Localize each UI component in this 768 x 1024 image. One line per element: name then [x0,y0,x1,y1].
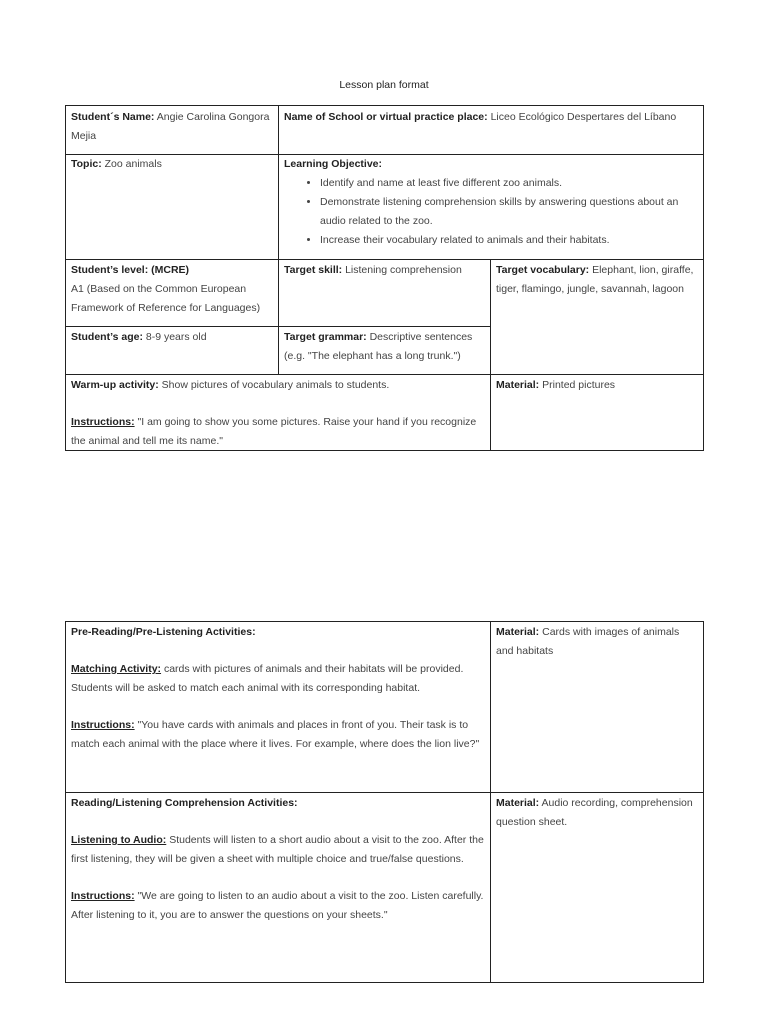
listening-heading: Reading/Listening Comprehension Activities: [71,797,298,809]
objective-cell [279,153,703,252]
matching-activity-text: cards with pictures of animals and their habitats will be provided. Students will be asked to match each animal with its corresponding habitat. [71,663,464,694]
grammar-value: Descriptive sentences (e.g. "The elephant has a long trunk.") [284,331,473,362]
age-cell [66,326,278,349]
objective-label: Learning Objective: [284,158,383,170]
student-name-value: Angie Carolina Gongora Mejia [71,111,270,142]
listening-instructions-label: Instructions: [71,890,135,902]
warmup-label: Warm-up activity: [71,379,159,391]
topic-cell [66,153,278,176]
pre-instructions-label: Instructions: [71,719,135,731]
warmup-cell [66,374,490,453]
pre-material-label: Material: [496,626,540,638]
pre-instructions: "You have cards with animals and places in front of you. Their task is to match each animal with the place where it lives. For example, where does the lion live?" [71,719,480,750]
listening-activity-label: Listening to Audio: [71,834,167,846]
level-label: Student’s level: (MCRE) [71,264,190,276]
student-name-label: Student´s Name: [71,111,155,123]
pre-material-cell [491,621,703,663]
skill-cell [279,259,490,282]
age-value: 8-9 years old [145,331,207,343]
student-name-cell [66,106,278,148]
warmup-material-label: Material: [496,379,540,391]
school-label: Name of School or virtual practice place: [284,111,488,123]
listening-cell [66,792,490,927]
topic-value: Zoo animals [104,158,162,170]
warmup-material-cell [491,374,703,397]
warmup-instructions: "I am going to show you some pictures. Raise your hand if you recognize the animal and tell me its name." [71,416,477,447]
grammar-cell [279,326,490,368]
document-title: Lesson plan format [339,79,429,91]
list-item: • Identify and name at least five different zoo animals. [320,174,698,193]
vocab-label: Target vocabulary: [496,264,590,276]
listening-material-value: Audio recording, comprehension question sheet. [496,797,693,828]
vocab-cell [491,259,703,301]
skill-label: Target skill: [284,264,343,276]
listening-activity-text: Students will listen to a short audio about a visit to the zoo. After the first listening, they will be given a sheet with multiple choice and true/false questions. [71,834,484,865]
school-value: Liceo Ecológico Despertares del Líbano [490,111,677,123]
skill-value: Listening comprehension [345,264,462,276]
listening-instructions: "We are going to listen to an audio about a visit to the zoo. Listen carefully. After listening to it, you are to answer the questions on your sheets." [71,890,484,921]
list-item: • Increase their vocabulary related to animals and their habitats. [320,231,698,250]
topic-label: Topic: [71,158,102,170]
listening-material-label: Material: [496,797,540,809]
objective-list [284,174,698,250]
pre-material-value: Cards with images of animals and habitats [496,626,680,657]
school-cell [279,106,703,129]
list-item: • Demonstrate listening comprehension skills by answering questions about an audio related to the zoo. [320,193,698,231]
listening-material-cell [491,792,703,834]
warmup-value: Show pictures of vocabulary animals to students. [161,379,390,391]
grammar-label: Target grammar: [284,331,367,343]
pre-listening-cell [66,621,490,756]
vocab-value: Elephant, lion, giraffe, tiger, flamingo, jungle, savannah, lagoon [496,264,694,295]
level-cell [66,259,278,320]
warmup-material-value: Printed pictures [542,379,616,391]
warmup-instructions-label: Instructions: [71,416,135,428]
age-label: Student’s age: [71,331,143,343]
pre-listening-heading: Pre-Reading/Pre-Listening Activities: [71,626,256,638]
level-value: A1 (Based on the Common European Framework of Reference for Languages) [71,283,261,314]
matching-activity-label: Matching Activity: [71,663,162,675]
